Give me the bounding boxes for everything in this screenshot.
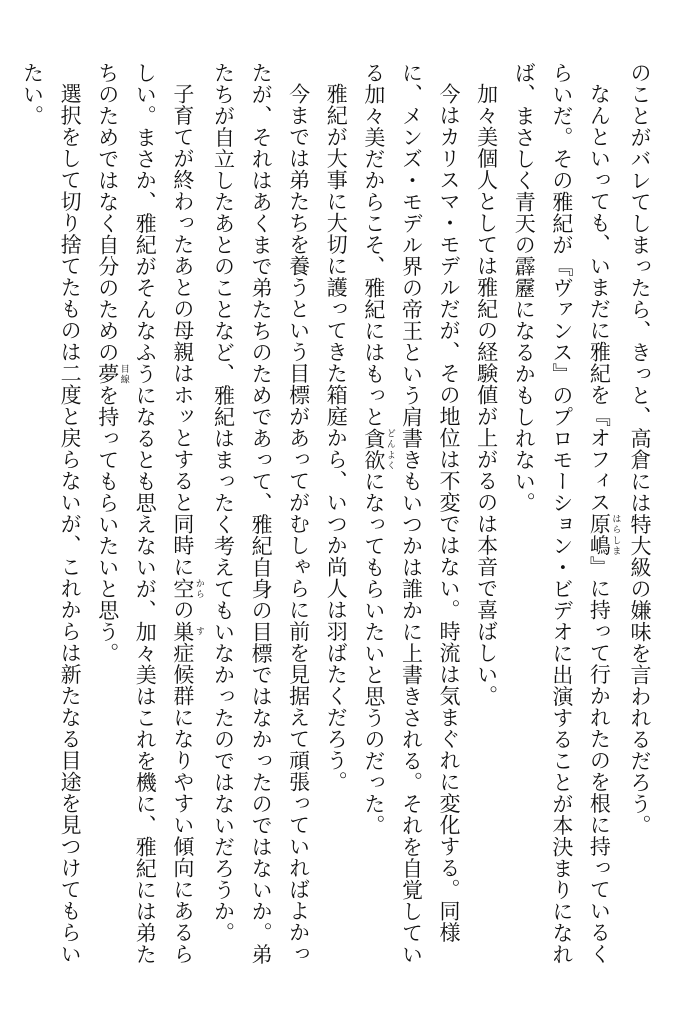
- text-segment: 今までは弟たちを養うという目標があってがむしゃらに前を見据えて頑張っていればよかったが、それはあくまで弟たちのためであって、雅紀自身の目標ではなかったのではないか。弟たちが自立したあとのことなど、雅紀はまったく考えてもいなかったのではないだろうか。: [211, 62, 311, 965]
- paragraph-3: [467, 62, 505, 982]
- vertical-text-body: [20, 62, 658, 982]
- paragraph-4: [354, 62, 467, 982]
- ruby-annotation: [170, 620, 204, 643]
- text-segment: 雅紀が大事に大切に護ってきた箱庭から、いつか尚人は羽ばたくだろう。: [324, 83, 349, 793]
- ruby-base: 巣: [170, 620, 195, 642]
- paragraph-5: [317, 62, 355, 982]
- text-segment: のことがバレてしまったら、きっと、高倉には特大級の嫌味を言われるだろう。: [628, 62, 652, 836]
- ruby-reading: から: [193, 577, 204, 599]
- ruby-annotation: [95, 363, 129, 385]
- paragraph-1: [620, 62, 658, 982]
- paragraph-7: [88, 62, 204, 982]
- text-segment: の: [170, 599, 195, 621]
- text-segment: 加々美個人としては雅紀の経験値が上がるのは本音で喜ばしい。: [474, 83, 499, 707]
- ruby-annotation: [361, 427, 395, 471]
- text-segment: になってもらいたいと思うのだった。: [361, 470, 386, 836]
- text-segment: 子育てが終わったあとの母親はホッとすると同時に: [170, 83, 195, 578]
- ruby-base: 原嶋: [587, 513, 612, 556]
- paragraph-6: [204, 62, 317, 982]
- ruby-reading: どんよく: [384, 427, 395, 471]
- ruby-annotation: [170, 577, 204, 600]
- paragraph-8: [13, 62, 88, 982]
- ruby-reading: 目線: [118, 363, 129, 385]
- text-segment: 選択をして切り捨てたものは二度と戻らないが、これからは新たなる目途を見つけてもらいたい。: [20, 62, 83, 965]
- text-segment: 症候群になりやすい傾向にあるらしい。まさか、雅紀がそんなふうになるとも思えないが、加々美はこれを機に、雅紀には弟たちのためではなく自分のための: [95, 62, 195, 965]
- ruby-reading: す: [193, 620, 204, 642]
- text-segment: なんといっても、いまだに雅紀を『オフィス: [587, 83, 612, 513]
- paragraph-2: [505, 62, 621, 982]
- ruby-base: 夢: [95, 363, 120, 385]
- ruby-reading: はらしま: [610, 513, 621, 556]
- ruby-base: 空: [170, 577, 195, 599]
- text-segment: を持ってもらいたいと思う。: [95, 384, 120, 664]
- text-segment: 今はカリスマ・モデルだが、その地位は不変ではない。時流は気まぐれに変化する。同様に、メンズ・モデル界の帝王という肩書きもいつかは誰かに上書きされる。それを自覚している加々美だからこそ、雅紀にはもっと: [361, 62, 462, 965]
- text-segment: 』に持って行かれたのを根に持っているくらいだ。その雅紀が『ヴァンス』のプロモーション・ビデオに出演することが本決まりになれば、まさしく青天の霹靂になるかもしれない。: [512, 62, 612, 965]
- ruby-annotation: [587, 513, 621, 556]
- ruby-base: 貪欲: [361, 427, 386, 471]
